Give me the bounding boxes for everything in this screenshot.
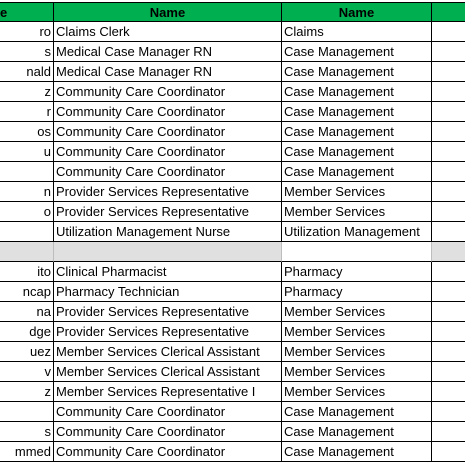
cell-position-name[interactable]: Community Care Coordinator	[54, 82, 282, 102]
cell-last-name[interactable]: v	[0, 362, 54, 382]
cell-empty[interactable]	[432, 402, 465, 422]
cell-position-name[interactable]: Pharmacy Technician	[54, 282, 282, 302]
cell-position-name[interactable]: Medical Case Manager RN	[54, 42, 282, 62]
cell-position-name[interactable]: Member Services Clerical Assistant	[54, 362, 282, 382]
table-row	[0, 102, 465, 122]
cell-position-name[interactable]	[54, 242, 282, 262]
cell-last-name[interactable]	[0, 402, 54, 422]
cell-department-name[interactable]: Claims	[282, 22, 432, 42]
table-row	[0, 162, 465, 182]
cell-empty[interactable]	[432, 422, 465, 442]
table-row	[0, 222, 465, 242]
cell-department-name[interactable]: Case Management	[282, 422, 432, 442]
table-row	[0, 82, 465, 102]
cell-position-name[interactable]: Community Care Coordinator	[54, 402, 282, 422]
table-row	[0, 142, 465, 162]
cell-position-name[interactable]: Provider Services Representative	[54, 322, 282, 342]
table-row	[0, 282, 465, 302]
header-cell-position-name[interactable]: Name	[54, 2, 282, 22]
cell-department-name[interactable]: Utilization Management	[282, 222, 432, 242]
table-row	[0, 302, 465, 322]
cell-department-name[interactable]: Case Management	[282, 42, 432, 62]
cell-last-name[interactable]: s	[0, 422, 54, 442]
cell-last-name[interactable]: n	[0, 182, 54, 202]
cell-department-name[interactable]: Member Services	[282, 382, 432, 402]
cell-last-name[interactable]: z	[0, 82, 54, 102]
cell-position-name[interactable]: Provider Services Representative	[54, 182, 282, 202]
cell-empty[interactable]	[432, 362, 465, 382]
cell-empty[interactable]	[432, 302, 465, 322]
header-row	[0, 2, 465, 22]
table-row	[0, 422, 465, 442]
cell-last-name[interactable]: ro	[0, 22, 54, 42]
cell-last-name[interactable]: u	[0, 142, 54, 162]
cell-department-name[interactable]: Member Services	[282, 202, 432, 222]
header-cell-department-name[interactable]: Name	[282, 2, 432, 22]
cell-department-name[interactable]: Pharmacy	[282, 282, 432, 302]
cell-empty[interactable]	[432, 142, 465, 162]
cell-last-name[interactable]: na	[0, 302, 54, 322]
cell-last-name[interactable]: z	[0, 382, 54, 402]
cell-department-name[interactable]: Member Services	[282, 182, 432, 202]
table-row	[0, 182, 465, 202]
cell-last-name[interactable]	[0, 242, 54, 262]
cell-empty[interactable]	[432, 202, 465, 222]
cell-empty[interactable]	[432, 382, 465, 402]
cell-last-name[interactable]: ito	[0, 262, 54, 282]
cell-last-name[interactable]	[0, 162, 54, 182]
cell-last-name[interactable]: s	[0, 42, 54, 62]
cell-empty[interactable]	[432, 342, 465, 362]
cell-empty[interactable]	[432, 42, 465, 62]
cell-position-name[interactable]: Community Care Coordinator	[54, 442, 282, 462]
cell-empty[interactable]	[432, 322, 465, 342]
cell-department-name[interactable]: Case Management	[282, 82, 432, 102]
table-row	[0, 62, 465, 82]
cell-department-name[interactable]	[282, 242, 432, 262]
table-row	[0, 22, 465, 42]
cell-position-name[interactable]: Medical Case Manager RN	[54, 62, 282, 82]
cell-last-name[interactable]: dge	[0, 322, 54, 342]
cell-department-name[interactable]: Member Services	[282, 362, 432, 382]
table-row	[0, 322, 465, 342]
cell-last-name[interactable]: uez	[0, 342, 54, 362]
cell-position-name[interactable]: Clinical Pharmacist	[54, 262, 282, 282]
cell-empty[interactable]	[432, 62, 465, 82]
cell-empty[interactable]	[432, 182, 465, 202]
cell-position-name[interactable]: Utilization Management Nurse	[54, 222, 282, 242]
cell-last-name[interactable]: mmed	[0, 442, 54, 462]
cell-department-name[interactable]: Case Management	[282, 402, 432, 422]
cell-department-name[interactable]: Case Management	[282, 102, 432, 122]
cell-position-name[interactable]: Community Care Coordinator	[54, 142, 282, 162]
cell-department-name[interactable]: Member Services	[282, 302, 432, 322]
cell-empty[interactable]	[432, 82, 465, 102]
table-row	[0, 42, 465, 62]
cell-empty[interactable]	[432, 222, 465, 242]
cell-department-name[interactable]: Case Management	[282, 122, 432, 142]
cell-last-name[interactable]: os	[0, 122, 54, 142]
cell-empty[interactable]	[432, 22, 465, 42]
cell-department-name[interactable]: Case Management	[282, 62, 432, 82]
cell-position-name[interactable]: Member Services Clerical Assistant	[54, 342, 282, 362]
cell-empty[interactable]	[432, 442, 465, 462]
cell-empty[interactable]	[432, 102, 465, 122]
cell-department-name[interactable]: Case Management	[282, 442, 432, 462]
table-row	[0, 262, 465, 282]
header-cell-col0[interactable]: e	[0, 2, 54, 22]
cell-empty[interactable]	[432, 162, 465, 182]
table-row	[0, 122, 465, 142]
cell-position-name[interactable]: Community Care Coordinator	[54, 422, 282, 442]
cell-last-name[interactable]: r	[0, 102, 54, 122]
table-row	[0, 442, 465, 462]
header-cell-empty[interactable]	[432, 2, 465, 22]
cell-last-name[interactable]: ncap	[0, 282, 54, 302]
cell-position-name[interactable]: Provider Services Representative	[54, 302, 282, 322]
cell-department-name[interactable]: Case Management	[282, 162, 432, 182]
cell-empty[interactable]	[432, 242, 465, 262]
cell-empty[interactable]	[432, 262, 465, 282]
blank-row	[0, 242, 465, 262]
cell-position-name[interactable]: Claims Clerk	[54, 22, 282, 42]
cell-position-name[interactable]: Provider Services Representative	[54, 202, 282, 222]
cell-position-name[interactable]: Community Care Coordinator	[54, 162, 282, 182]
table-row	[0, 402, 465, 422]
table-row	[0, 202, 465, 222]
cell-empty[interactable]	[432, 282, 465, 302]
cell-department-name[interactable]: Pharmacy	[282, 262, 432, 282]
cell-department-name[interactable]: Member Services	[282, 342, 432, 362]
cell-position-name[interactable]: Member Services Representative I	[54, 382, 282, 402]
cell-last-name[interactable]: o	[0, 202, 54, 222]
cell-department-name[interactable]: Case Management	[282, 142, 432, 162]
cell-last-name[interactable]	[0, 222, 54, 242]
table-row	[0, 342, 465, 362]
cell-last-name[interactable]: nald	[0, 62, 54, 82]
cell-empty[interactable]	[432, 122, 465, 142]
cell-department-name[interactable]: Member Services	[282, 322, 432, 342]
cell-position-name[interactable]: Community Care Coordinator	[54, 102, 282, 122]
cell-position-name[interactable]: Community Care Coordinator	[54, 122, 282, 142]
table-row	[0, 362, 465, 382]
table-row	[0, 382, 465, 402]
